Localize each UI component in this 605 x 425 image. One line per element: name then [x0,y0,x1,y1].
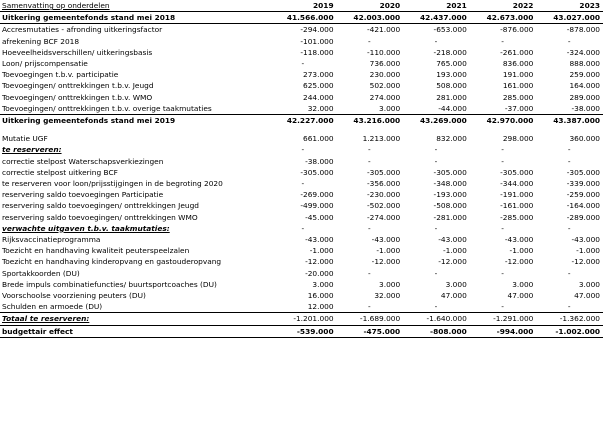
value-cell[interactable]: - [567,268,571,278]
value-cell[interactable]: 230.000 [369,70,401,80]
value-cell[interactable]: -1.689.000 [337,313,404,325]
value-cell[interactable]: 16.000 [307,291,334,301]
header-row [0,0,603,12]
value-cell[interactable]: -12.000 [371,257,401,267]
value-cell[interactable]: -12.000 [504,257,534,267]
row-label-cell[interactable]: Toezicht en handhaving kwaliteit peuterspeelzalen [2,246,190,256]
value-cell[interactable]: - [434,302,438,312]
table-row [0,200,603,211]
table-row [0,223,603,234]
table-row [0,290,603,301]
value-cell[interactable]: -101.000 [300,36,334,46]
value-cell[interactable]: - [301,223,305,233]
row-label-cell[interactable]: Toevoegingen t.b.v. participatie [2,70,119,80]
value-cell[interactable]: 1.213.000 [362,134,401,144]
row-label-cell[interactable]: Hoeveelheidsverschillen/ uitkeringsbasis [2,47,153,57]
table-row [0,58,603,69]
value-cell[interactable]: 360.000 [569,134,600,144]
table-row [0,80,603,91]
value-cell[interactable]: - [434,145,438,155]
table-row [0,178,603,189]
value-cell[interactable]: -37.000 [504,103,534,113]
value-cell[interactable]: -118.000 [300,47,334,57]
value-cell[interactable]: - [368,156,371,166]
value-cell[interactable]: 3.000 [512,279,534,289]
value-cell[interactable]: 42.003.000 [353,13,401,23]
value-cell[interactable]: -164.000 [566,201,600,211]
value-cell[interactable]: -339.000 [566,179,600,189]
value-cell[interactable]: -421.000 [337,24,404,36]
value-cell[interactable]: - [368,145,371,155]
table-row [0,115,603,127]
value-cell[interactable]: -1.000 [576,246,600,256]
table-row [0,103,603,115]
value-cell[interactable] [337,126,404,133]
value-cell[interactable]: -1.000 [376,246,401,256]
row-label-cell[interactable]: reservering saldo toevoegingen/ onttrekkingen WMO [2,212,198,222]
value-cell[interactable]: 736.000 [369,59,401,69]
table-row [0,279,603,290]
value-cell[interactable]: -1.362.000 [536,313,603,325]
value-cell[interactable]: 244.000 [303,92,334,102]
value-cell[interactable]: 625.000 [303,81,334,91]
value-cell[interactable]: -475.000 [337,325,404,337]
value-cell[interactable]: -1.002.000 [536,325,603,337]
value-cell[interactable]: 42.970.000 [470,115,537,127]
value-cell[interactable]: -161.000 [500,201,534,211]
value-cell[interactable]: 274.000 [369,92,401,102]
row-label-cell[interactable]: Mutatie UGF [2,134,48,144]
value-cell[interactable]: - [301,179,305,189]
value-cell[interactable]: -356.000 [366,179,401,189]
value-cell[interactable]: -305.000 [300,167,334,177]
table-row [0,12,603,24]
value-cell[interactable]: 888.000 [569,59,600,69]
value-cell[interactable]: -259.000 [566,190,600,200]
value-cell[interactable]: - [368,36,371,46]
table-row [0,36,603,47]
row-label-cell[interactable]: verwachte uitgaven t.b.v. taakmutaties: [2,223,170,233]
value-cell[interactable]: -305.000 [433,167,467,177]
value-cell[interactable]: -289.000 [566,212,600,222]
value-cell[interactable]: 273.000 [303,70,334,80]
value-cell[interactable]: 43.027.000 [553,13,600,23]
value-cell[interactable]: 42.437.000 [420,13,467,23]
value-cell[interactable]: 41.566.000 [286,13,334,23]
value-cell[interactable]: -294.000 [270,24,337,36]
value-cell[interactable]: 164.000 [569,81,600,91]
row-label-cell[interactable]: Schulden en armoede (DU) [2,302,103,312]
row-label-cell[interactable]: Brede impuls combinatiefuncties/ buurtsportcoaches (DU) [2,279,217,289]
table-row [0,234,603,245]
value-cell[interactable]: - [368,268,371,278]
value-cell[interactable]: 32.000 [307,103,334,113]
row-label-cell[interactable]: Uitkering gemeentefonds stand mei 2019 [0,115,270,127]
value-cell[interactable]: -1.000 [442,246,467,256]
value-cell[interactable]: 47.000 [440,291,467,301]
value-cell[interactable]: 3.000 [445,279,467,289]
year-header-cell[interactable]: 2023 [536,0,603,12]
row-label-cell[interactable]: Uitkering gemeentefonds stand mei 2018 [2,13,176,23]
year-header-cell[interactable]: 2020 [337,0,404,12]
value-cell[interactable]: 259.000 [569,70,600,80]
value-cell[interactable]: 191.000 [502,70,534,80]
value-cell[interactable]: 836.000 [502,59,534,69]
value-cell[interactable]: - [567,223,571,233]
value-cell[interactable] [536,126,603,133]
value-cell[interactable]: - [567,302,571,312]
row-label-cell[interactable]: te reserveren voor loon/prijsstijgingen in de begroting 2020 [2,179,223,189]
value-cell[interactable]: - [501,145,504,155]
value-cell[interactable]: - [434,156,438,166]
value-cell[interactable]: 43.269.000 [403,115,470,127]
value-cell[interactable]: -878.000 [536,24,603,36]
value-cell[interactable]: -539.000 [270,325,337,337]
row-label-cell[interactable]: reservering saldo toevoegingen Participatie [2,190,164,200]
header-label-cell[interactable]: Samenvatting op onderdelen [0,0,270,12]
value-cell[interactable]: 502.000 [369,81,401,91]
row-label-cell[interactable]: Voorschoolse voorziening peuters (DU) [2,291,146,301]
value-cell[interactable]: -12.000 [305,257,334,267]
value-cell[interactable]: -218.000 [433,47,467,57]
value-cell[interactable]: 281.000 [436,92,467,102]
table-row [0,133,603,144]
row-label-cell[interactable] [0,126,270,133]
year-header-cell[interactable]: 2022 [470,0,537,12]
value-cell[interactable]: - [567,145,571,155]
value-cell[interactable] [470,126,537,133]
value-cell[interactable]: -45.000 [305,212,334,222]
table-row [0,144,603,155]
value-cell[interactable]: 12.000 [307,302,334,312]
value-cell[interactable]: 285.000 [502,92,534,102]
value-cell[interactable]: -230.000 [366,190,401,200]
value-cell[interactable]: -191.000 [500,190,534,200]
table-row [0,325,603,337]
value-cell[interactable]: -499.000 [300,201,334,211]
value-cell[interactable]: 832.000 [436,134,467,144]
table-row [0,212,603,223]
value-cell[interactable] [403,126,470,133]
row-label-cell[interactable]: Totaal te reserveren: [0,313,270,325]
value-cell[interactable]: -876.000 [470,24,537,36]
value-cell[interactable]: -269.000 [300,190,334,200]
value-cell[interactable]: -44.000 [438,103,467,113]
value-cell[interactable]: - [301,59,305,69]
value-cell[interactable]: - [368,302,371,312]
table-row [0,92,603,103]
table-row [0,313,603,325]
value-cell[interactable]: -38.000 [571,103,600,113]
value-cell[interactable]: -508.000 [433,201,467,211]
value-cell[interactable]: -305.000 [500,167,534,177]
value-cell[interactable]: - [501,36,504,46]
table-row [0,69,603,80]
value-cell[interactable]: -20.000 [305,268,334,278]
value-cell[interactable]: -305.000 [366,167,401,177]
value-cell[interactable]: 3.000 [379,279,401,289]
table-row [0,126,603,133]
value-cell[interactable]: -43.000 [504,235,534,245]
row-label-cell[interactable]: Toevoegingen/ onttrekkingen t.b.v. WMO [2,92,153,102]
row-label-cell[interactable]: Toevoegingen/ onttrekkingen t.b.v. overige taakmutaties [2,103,212,113]
value-cell[interactable]: - [434,223,438,233]
value-cell[interactable]: -1.201.000 [270,313,337,325]
value-cell[interactable]: 47.000 [507,291,534,301]
row-label-cell[interactable]: Accresmutaties - afronding uitkeringsfactor [0,24,270,36]
value-cell[interactable]: -1.291.000 [470,313,537,325]
value-cell[interactable]: 43.387.000 [536,115,603,127]
value-cell[interactable]: -653.000 [403,24,470,36]
value-cell[interactable]: 47.000 [574,291,600,301]
value-cell[interactable]: -12.000 [571,257,600,267]
value-cell[interactable]: -43.000 [438,235,467,245]
table-row [0,189,603,200]
value-cell[interactable]: - [501,268,504,278]
value-cell[interactable]: 193.000 [436,70,467,80]
table-row [0,47,603,58]
value-cell[interactable]: -43.000 [305,235,334,245]
table-row [0,245,603,256]
value-cell[interactable]: -808.000 [403,325,470,337]
row-label-cell[interactable]: correctie stelpost Waterschapsverkiezingen [2,156,164,166]
table-row [0,256,603,267]
value-cell[interactable]: - [567,156,571,166]
value-cell[interactable]: -305.000 [566,167,600,177]
value-cell[interactable]: 43.216.000 [337,115,404,127]
value-cell[interactable]: 3.000 [578,279,600,289]
row-label-cell[interactable]: Toezicht en handhaving kinderopvang en gastouderopvang [2,257,222,267]
value-cell[interactable]: 289.000 [569,92,600,102]
value-cell[interactable]: -502.000 [366,201,401,211]
row-label-cell[interactable]: reservering saldo toevoegingen/ onttrekkingen Jeugd [2,201,199,211]
value-cell[interactable]: 508.000 [436,81,467,91]
value-cell[interactable]: -43.000 [571,235,600,245]
value-cell[interactable]: -261.000 [500,47,534,57]
row-label-cell[interactable]: te reserveren: [2,145,62,155]
value-cell[interactable]: -110.000 [366,47,401,57]
value-cell[interactable]: - [434,268,438,278]
value-cell[interactable]: -43.000 [371,235,401,245]
value-cell[interactable]: - [368,223,371,233]
value-cell[interactable]: -1.640.000 [403,313,470,325]
table-body [0,12,603,338]
value-cell[interactable]: -38.000 [305,156,334,166]
value-cell[interactable]: 661.000 [303,134,334,144]
value-cell[interactable]: -1.000 [509,246,534,256]
value-cell[interactable]: -348.000 [433,179,467,189]
table-row [0,167,603,178]
value-cell[interactable]: - [501,156,504,166]
value-cell[interactable]: 32.000 [374,291,401,301]
value-cell[interactable]: -994.000 [470,325,537,337]
value-cell[interactable]: - [567,36,571,46]
value-cell[interactable]: -274.000 [366,212,401,222]
table-row [0,24,603,36]
row-label-cell[interactable]: Sportakkoorden (DU) [2,268,80,278]
value-cell[interactable]: - [301,145,305,155]
row-label-cell[interactable]: correctie stelpost uitkering BCF [2,167,118,177]
table-row [0,156,603,167]
value-cell[interactable]: 42.227.000 [270,115,337,127]
year-header-cell[interactable]: 2019 [270,0,337,12]
row-label-cell[interactable]: Loon/ prijscompensatie [2,59,88,69]
value-cell[interactable]: 3.000 [312,279,334,289]
value-cell[interactable]: 161.000 [502,81,534,91]
value-cell[interactable]: 3.000 [379,103,401,113]
value-cell[interactable] [270,126,337,133]
row-label-cell[interactable]: afrekening BCF 2018 [2,36,80,46]
value-cell[interactable]: -344.000 [500,179,534,189]
value-cell[interactable]: -324.000 [566,47,600,57]
value-cell[interactable]: - [434,36,438,46]
row-label-cell[interactable]: Rijksvaccinatieprogramma [2,235,101,245]
value-cell[interactable]: - [501,302,504,312]
value-cell[interactable]: -1.000 [309,246,334,256]
table-row [0,301,603,313]
value-cell[interactable]: -281.000 [433,212,467,222]
table-row [0,268,603,279]
value-cell[interactable]: -12.000 [438,257,467,267]
value-cell[interactable]: 42.673.000 [486,13,534,23]
value-cell[interactable]: -285.000 [500,212,534,222]
row-label-cell[interactable]: Toevoegingen/ onttrekkingen t.b.v. Jeugd [2,81,154,91]
value-cell[interactable]: 765.000 [436,59,467,69]
value-cell[interactable]: -193.000 [433,190,467,200]
year-header-cell[interactable]: 2021 [403,0,470,12]
value-cell[interactable]: - [501,223,504,233]
value-cell[interactable]: 298.000 [502,134,534,144]
row-label-cell[interactable]: budgettair effect [0,325,270,337]
